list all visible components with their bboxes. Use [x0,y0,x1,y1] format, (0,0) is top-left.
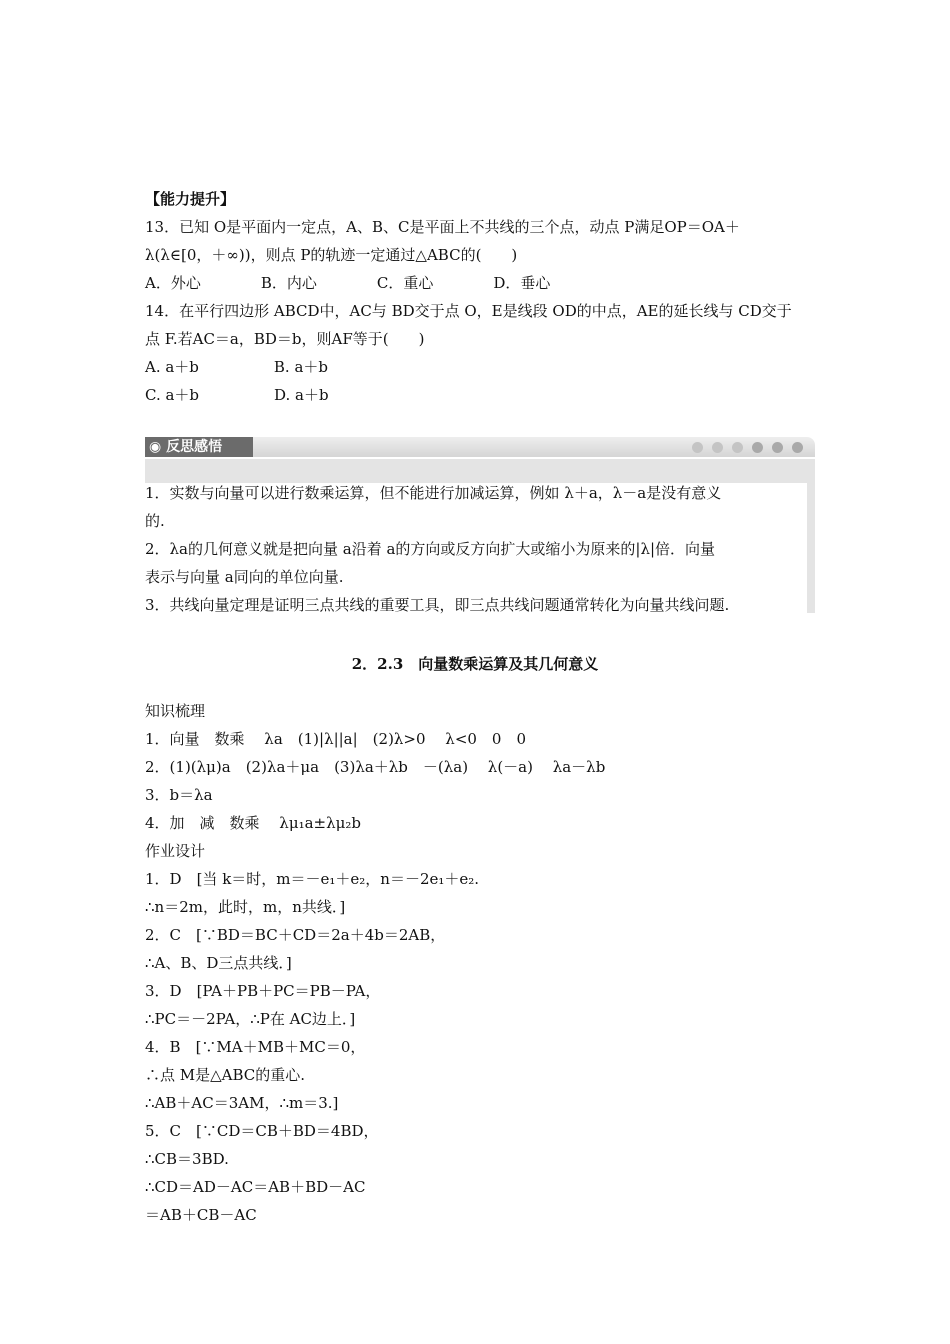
q14-line1: 14．在平行四边形 ABCD中，AC与 BD交于点 O，E是线段 OD的中点，AE的延长线与 CD交于 [145,302,792,320]
homework-line: ＝AB＋CB－AC [145,1206,257,1224]
q14-options-cd: C. a＋b D. a＋b [145,386,329,404]
reflection-p2-line2: 表示与向量 a同向的单位向量. [145,568,344,586]
knowledge-line3: 3．b＝λa [145,786,213,804]
knowledge-line1: 1．向量 数乘 λa (1)|λ||a| (2)λ>0 λ<0 0 0 [145,730,527,748]
dot-icon [752,442,763,453]
knowledge-line4: 4．加 减 数乘 λμ₁a±λμ₂b [145,814,361,832]
dot-icon [692,442,703,453]
homework-line: ∴AB＋AC＝3AM，∴m＝3.] [145,1094,339,1112]
q14-options-ab: A. a＋b B. a＋b [145,358,329,376]
homework-line: 2．C [∵BD＝BC＋CD＝2a＋4b＝2AB， [145,926,446,944]
dot-icon [712,442,723,453]
knowledge-title: 知识梳理 [145,702,206,720]
banner-dots [692,442,803,453]
homework-line: 1．D [当 k＝时，m＝－e₁＋e₂，n＝－2e₁＋e₂. [145,870,480,888]
q13-line1: 13．已知 O是平面内一定点，A、B、C是平面上不共线的三个点，动点 P满足OP＝OA＋ [145,218,740,236]
banner-bar [253,437,815,457]
homework-line: ∴CD＝AD－AC＝AB＋BD－AC [145,1178,366,1196]
homework-line: ∴点 M是△ABC的重心. [145,1066,306,1084]
homework-line: 3．D [PA＋PB＋PC＝PB－PA， [145,982,381,1000]
homework-line: 5．C [∵CD＝CB＋BD＝4BD， [145,1122,379,1140]
section-title-ability: 【能力提升】 [145,190,236,208]
q14-line2: 点 F.若AC＝a，BD＝b，则AF等于( ) [145,330,425,348]
dot-icon [732,442,743,453]
reflection-p1-line2: 的. [145,512,165,530]
knowledge-line2: 2．(1)(λμ)a (2)λa＋μa (3)λa＋λb －(λa) λ(－a) λa－λb [145,758,606,776]
homework-line: ∴CB＝3BD. [145,1150,229,1168]
section2-title: 2．2.3 向量数乘运算及其几何意义 [351,655,599,673]
reflection-p2-line1: 2．λa的几何意义就是把向量 a沿着 a的方向或反方向扩大或缩小为原来的|λ|倍．向量 [145,540,716,558]
homework-line: ∴n＝2m，此时，m，n共线．] [145,898,346,916]
reflection-panel-top [145,459,815,483]
reflection-banner [145,437,815,459]
dot-icon [772,442,783,453]
homework-line: ∴PC＝－2PA，∴P在 AC边上．] [145,1010,356,1028]
reflection-p1-line1: 1．实数与向量可以进行数乘运算，但不能进行加减运算，例如 λ＋a，λ－a是没有意义 [145,484,722,502]
q13-line2: λ(λ∈[0，＋∞))，则点 P的轨迹一定通过△ABC的( ) [145,246,518,264]
q13-options: A．外心 B．内心 C．重心 D．垂心 [145,274,551,292]
homework-line: ∴A、B、D三点共线．] [145,954,292,972]
homework-title: 作业设计 [145,842,206,860]
dot-icon [792,442,803,453]
reflection-title: ◉ 反思感悟 [145,437,253,457]
homework-line: 4．B [∵MA＋MB＋MC＝0， [145,1038,366,1056]
reflection-p3: 3．共线向量定理是证明三点共线的重要工具，即三点共线问题通常转化为向量共线问题. [145,596,730,614]
reflection-panel-edge [807,483,815,613]
